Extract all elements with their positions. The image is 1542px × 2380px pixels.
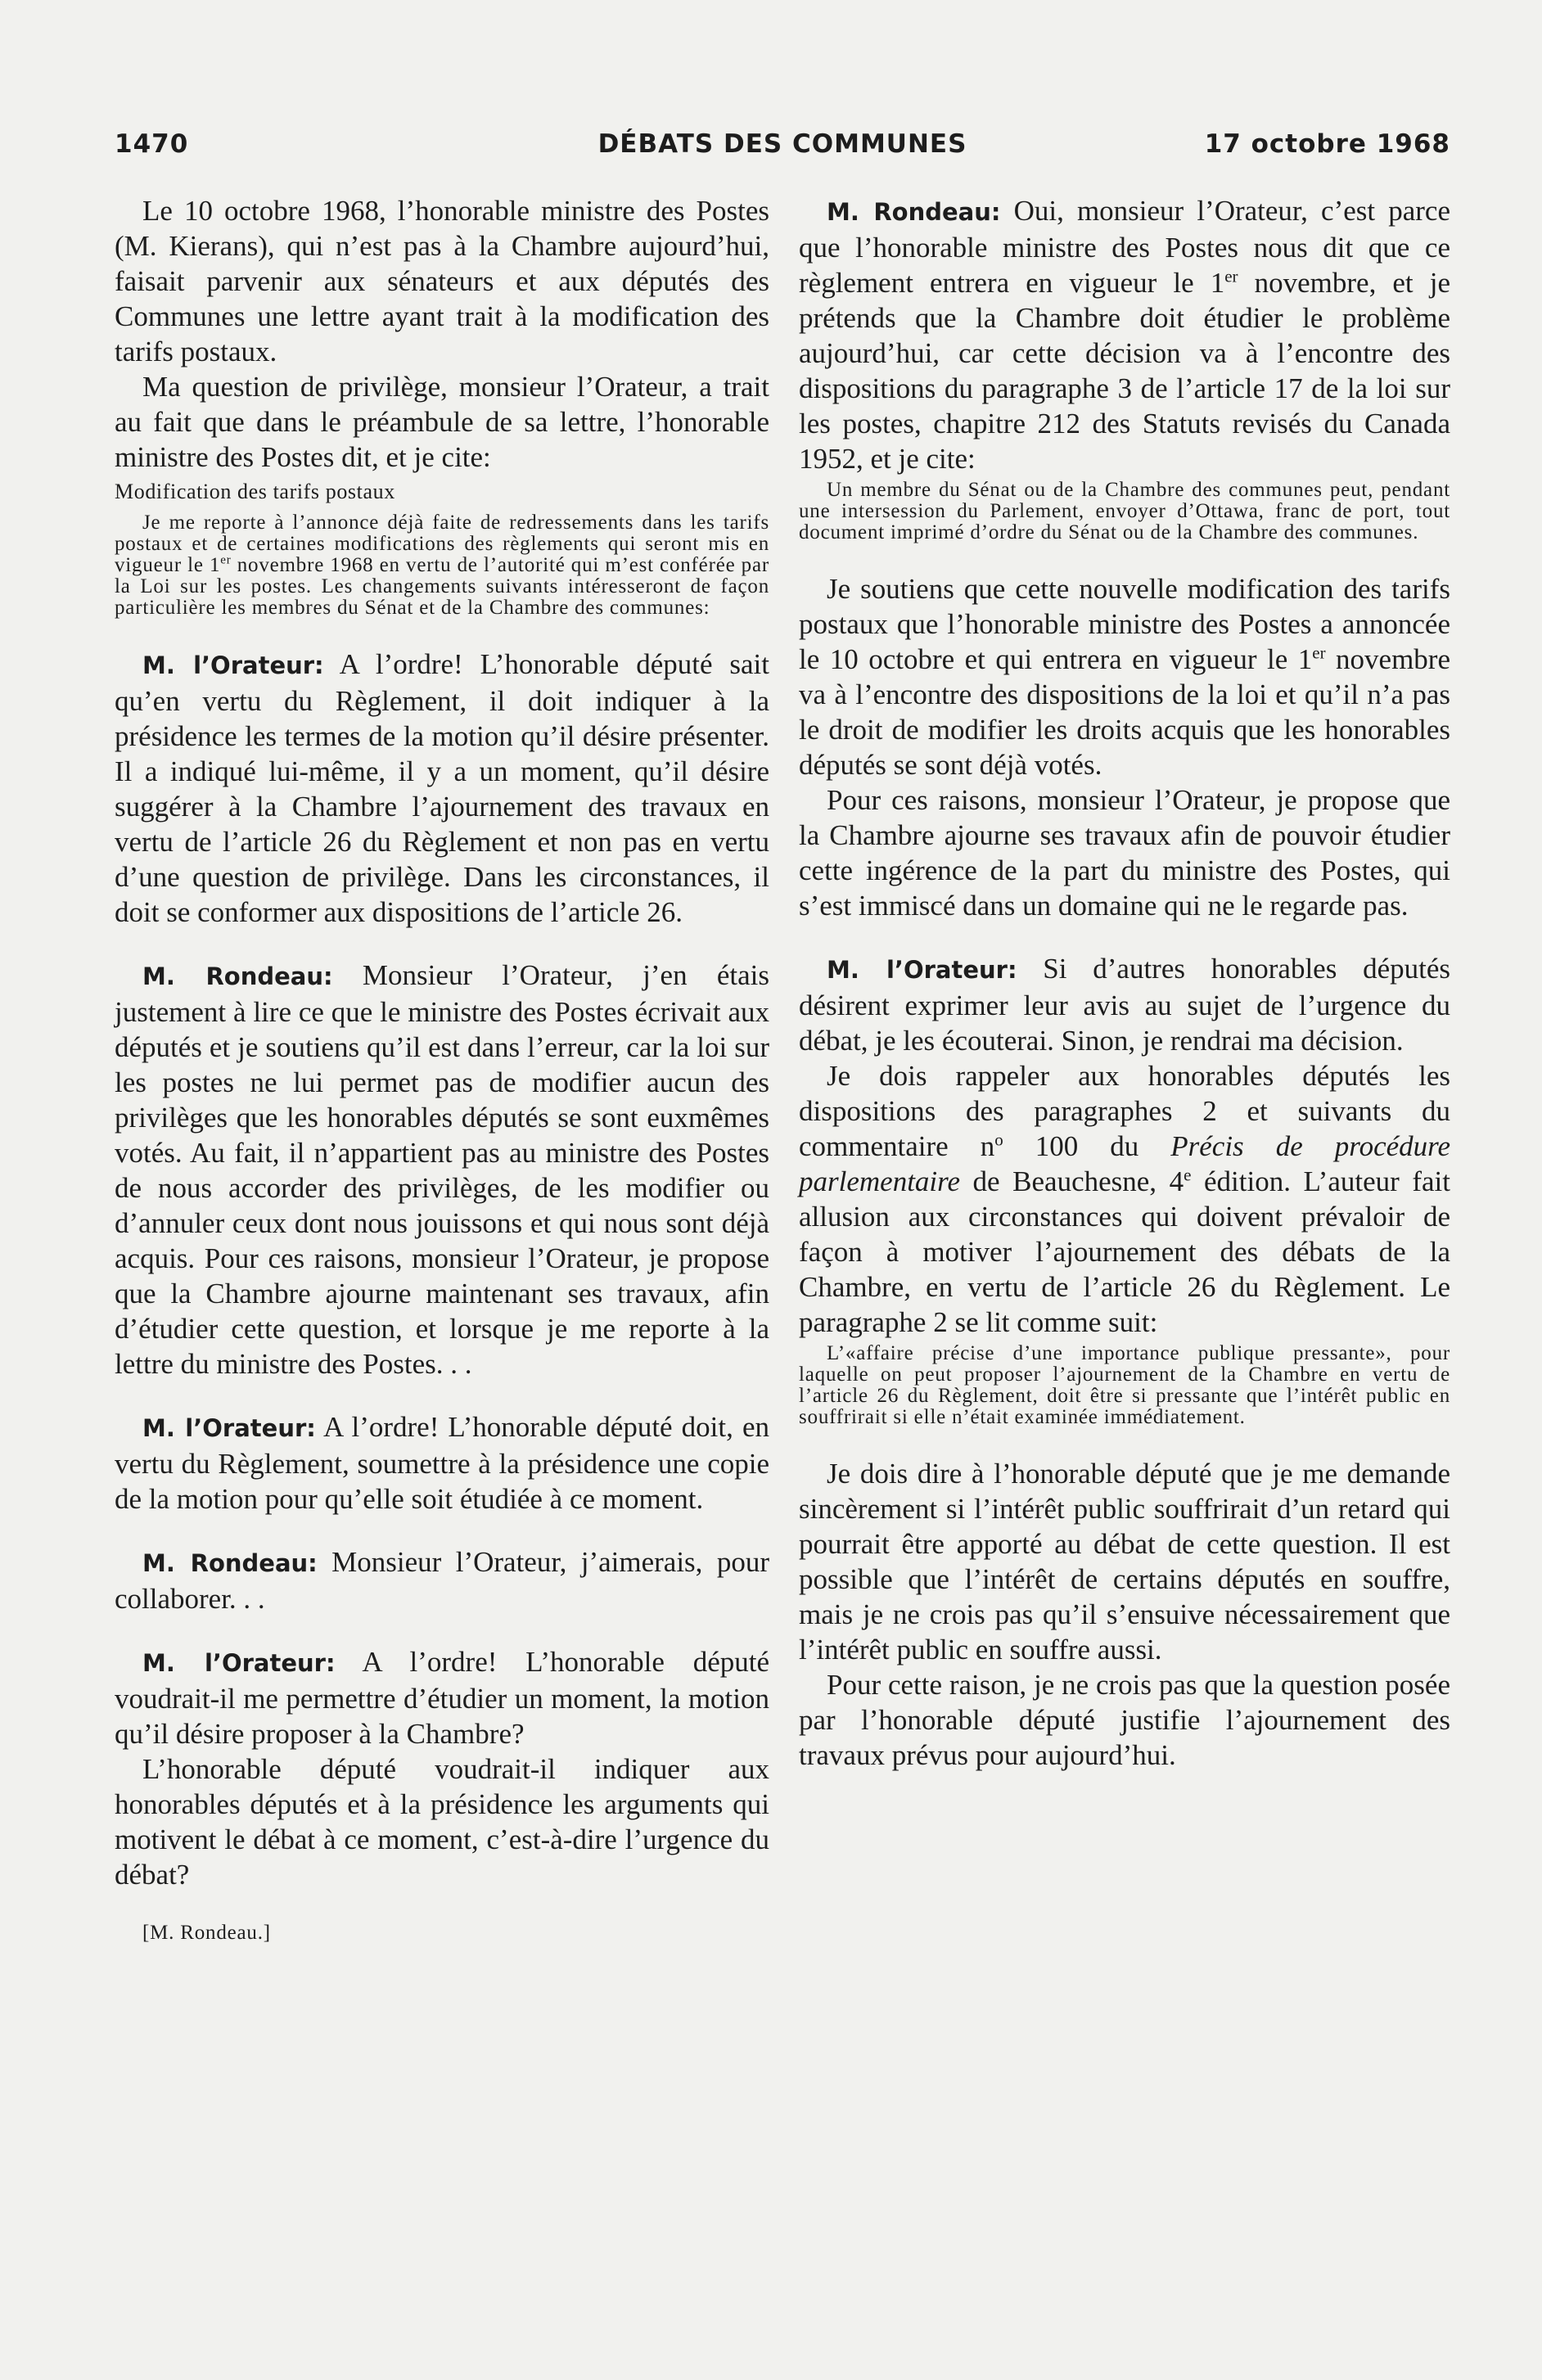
speech: M. Rondeau: Monsieur l’Orateur, j’aimerais, pour collaborer. . .: [115, 1546, 769, 1615]
speaker-name: M. Rondeau:: [142, 962, 333, 990]
speaker-name: M. l’Orateur:: [142, 651, 324, 679]
speaker-name: M. Rondeau:: [827, 198, 1001, 226]
quote-heading: Modification des tarifs postaux: [115, 480, 395, 503]
right-column: [799, 193, 1450, 1773]
speech: M. l’Orateur: A l’ordre! L’honorable député doit, en vertu du Règlement, soumettre à la présidence une copie de la motion pour qu’elle soit étudiée à ce moment.: [115, 1411, 770, 1515]
paragraph: Je dois rappeler aux honorables députés les dispositions des paragraphes 2 et suivants du commentaire $n^o$ 100 du Précis de procédure parlementaire de Beauchesne, 4e édition. L’auteur fait allusion aux circonstances qui doivent prévaloir de façon à motiver l’ajournement des débats de la Chambre, en vertu de l’article 26 du Règlement. Le paragraphe 2 se lit comme suit:: [799, 1060, 1450, 1338]
block-quote: Un membre du Sénat ou de la Chambre des communes peut, pendant une intersession du Parlement, envoyer d’Ottawa, franc de port, tout document imprimé d’ordre du Sénat ou de la Chambre des communes.: [799, 479, 1450, 543]
speech: M. l’Orateur: A l’ordre! L’honorable député sait qu’en vertu du Règlement, il doit indiquer à la présidence les termes de la motion qu’il désire présenter. Il a indiqué lui-même, il y a un moment, qu’il désire suggérer à la Chambre l’ajournement des travaux en vertu de l’article 26 du Règlement et non pas en vertu d’une question de privilège. Dans les circonstances, il doit se conformer aux dispositions de l’article 26.: [115, 648, 769, 928]
paragraph: Pour cette raison, je ne crois pas que la question posée par l’honorable député justifie l’ajournement des travaux prévus pour aujourd’hui.: [799, 1669, 1450, 1771]
paragraph: L’honorable député voudrait-il indiquer aux honorables députés et à la présidence les arguments qui motivent le débat à ce moment, c’est-à-dire l’urgence du débat?: [115, 1753, 769, 1891]
page-date: 17 octobre 1968: [1204, 129, 1450, 159]
page-number: 1470: [115, 129, 189, 159]
speech: M. Rondeau: Oui, monsieur l’Orateur, c’est parce que l’honorable ministre des Postes nous dit que ce règlement entrera en vigueur le 1er novembre, et je prétends que la Chambre doit étudier le problème aujourd’hui, car cette décision va à l’encontre des dispositions du paragraphe 3 de l’article 17 de la loi sur les postes, chapitre 212 des Statuts revisés du Canada 1952, et je cite:: [799, 195, 1450, 475]
speech: M. Rondeau: Monsieur l’Orateur, j’en étais justement à lire ce que le ministre des Postes écrivait aux députés et je soutiens qu’il est dans l’erreur, car la loi sur les postes ne lui permet pas de modifier aucun des privilèges que les honorables députés se sont euxmêmes votés. Au fait, il n’appartient pas au ministre des Postes de nous accorder des privilèges, de les modifier ou d’annuler ceux dont nous jouissons et qui nous sont déjà acquis. Pour ces raisons, monsieur l’Orateur, je propose que la Chambre ajourne maintenant ses travaux, afin d’étudier cette question, et lorsque je me reporte à la lettre du ministre des Postes. . .: [115, 959, 769, 1380]
speaker-footer-tag: [M. Rondeau.]: [142, 1922, 271, 1944]
paragraph: Pour ces raisons, monsieur l’Orateur, je propose que la Chambre ajourne ses travaux afin de pouvoir étudier cette ingérence de la part du ministre des Postes, qui s’est immiscé dans un domaine qui ne le regarde pas.: [799, 784, 1450, 922]
paragraph: Je dois dire à l’honorable député que je me demande sincèrement si l’intérêt public souffrirait d’un retard qui pourrait être apporté au débat de cette question. Il est possible que l’intérêt de certains députés en souffre, mais je ne crois pas qu’il s’ensuive nécessairement que l’intérêt public en souffre aussi.: [799, 1458, 1450, 1666]
paragraph: Le 10 octobre 1968, l’honorable ministre des Postes (M. Kierans), qui n’est pas à la Chambre aujourd’hui, faisait parvenir aux sénateurs et aux députés des Communes une lettre ayant trait à la modification des tarifs postaux.: [115, 195, 769, 367]
left-column: [115, 193, 769, 1945]
speaker-name: M. l’Orateur:: [142, 1649, 336, 1677]
page-title: DÉBATS DES COMMUNES: [597, 129, 967, 159]
page-header: [115, 129, 1450, 169]
block-quote: L’«affaire précise d’une importance publique pressante», pour laquelle on peut proposer l’ajournement de la Chambre en vertu de l’article 26 du Règlement, doit être si pressante que l’intérêt public en souffrirait si elle n’était examinée immédiatement.: [799, 1342, 1450, 1428]
paragraph: Je soutiens que cette nouvelle modification des tarifs postaux que l’honorable ministre des Postes a annoncée le 10 octobre et qui entrera en vigueur le 1er novembre va à l’encontre des dispositions de la loi et qu’il n’a pas le droit de modifier les droits acquis que les honorables députés se sont déjà votés.: [799, 573, 1450, 781]
speech: M. l’Orateur: A l’ordre! L’honorable député voudrait-il me permettre d’étudier un moment, la motion qu’il désire proposer à la Chambre?: [115, 1646, 770, 1750]
speaker-name: M. l’Orateur:: [827, 956, 1017, 984]
speaker-name: M. Rondeau:: [142, 1549, 318, 1577]
speech: M. l’Orateur: Si d’autres honorables députés désirent exprimer leur avis au sujet de l’urgence du débat, je les écouterai. Sinon, je rendrai ma décision.: [799, 953, 1450, 1057]
paragraph: Ma question de privilège, monsieur l’Orateur, a trait au fait que dans le préambule de sa lettre, l’honorable ministre des Postes dit, et je cite:: [115, 371, 769, 473]
block-quote: Je me reporte à l’annonce déjà faite de redressements dans les tarifs postaux et de certaines modifications des règlements qui seront mis en vigueur le 1er novembre 1968 en vertu de l’autorité qui m’est conférée par la Loi sur les postes. Les changements suivants intéresseront de façon particulière les membres du Sénat et de la Chambre des communes:: [115, 512, 769, 619]
speaker-name: M. l’Orateur:: [142, 1414, 316, 1442]
